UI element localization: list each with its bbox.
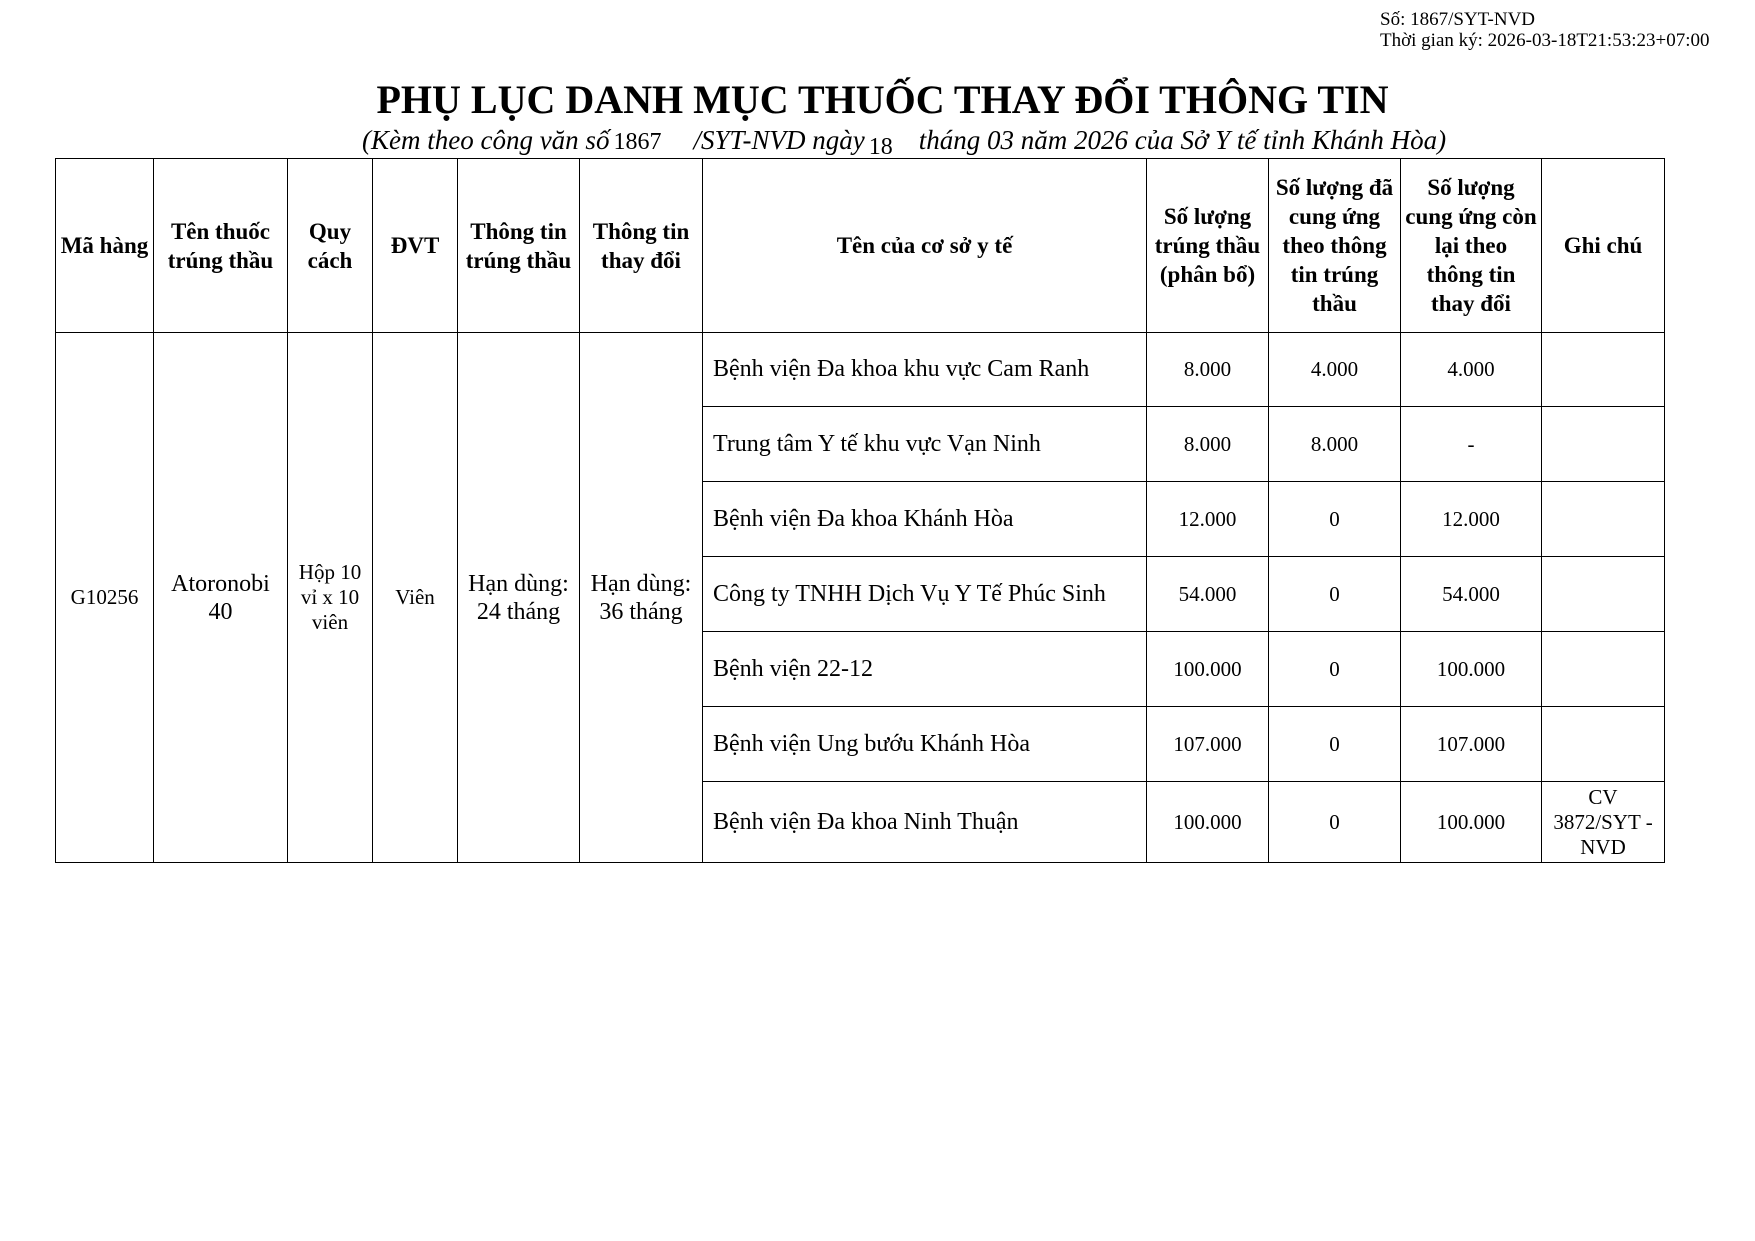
page-subtitle xyxy=(362,123,1446,159)
header-ma-hang: Mã hàng xyxy=(56,159,154,333)
drug-change-table xyxy=(55,158,1665,863)
header-quy-cach: Quy cách xyxy=(288,159,373,333)
cell-facility: Bệnh viện Ung bướu Khánh Hòa xyxy=(703,707,1147,782)
header-sl-con-lai: Số lượng cung ứng còn lại theo thông tin thay đổi xyxy=(1401,159,1542,333)
document-number: Số: 1867/SYT-NVD xyxy=(1380,9,1536,30)
cell-facility: Bệnh viện 22-12 xyxy=(703,632,1147,707)
subtitle-document-number: 1867 xyxy=(613,129,662,155)
cell-ghi-chu: CV 3872/SYT -NVD xyxy=(1542,782,1665,863)
cell-sl-da-cung-ung: 4.000 xyxy=(1269,333,1401,407)
cell-ghi-chu xyxy=(1542,407,1665,482)
cell-sl-da-cung-ung: 0 xyxy=(1269,557,1401,632)
cell-sl-con-lai: 12.000 xyxy=(1401,482,1542,557)
cell-quy-cach: Hộp 10 vỉ x 10 viên xyxy=(288,333,373,863)
cell-sl-da-cung-ung: 0 xyxy=(1269,782,1401,863)
cell-sl-trung-thau: 8.000 xyxy=(1147,333,1269,407)
cell-ma-hang: G10256 xyxy=(56,333,154,863)
header-tt-thay-doi: Thông tin thay đổi xyxy=(580,159,703,333)
cell-sl-trung-thau: 8.000 xyxy=(1147,407,1269,482)
cell-sl-con-lai: 100.000 xyxy=(1401,632,1542,707)
header-tt-trung-thau: Thông tin trúng thầu xyxy=(458,159,580,333)
subtitle-part-1: (Kèm theo công văn số xyxy=(362,125,610,155)
header-ten-co-so: Tên của cơ sở y tế xyxy=(703,159,1147,333)
cell-sl-trung-thau: 107.000 xyxy=(1147,707,1269,782)
signing-time: Thời gian ký: 2026-03-18T21:53:23+07:00 xyxy=(1380,30,1710,51)
table-row xyxy=(56,333,1665,407)
cell-ten-thuoc: Atoronobi 40 xyxy=(154,333,288,863)
cell-ghi-chu xyxy=(1542,707,1665,782)
header-sl-trung-thau: Số lượng trúng thầu (phân bổ) xyxy=(1147,159,1269,333)
header-sl-da-cung-ung: Số lượng đã cung ứng theo thông tin trúng thầu xyxy=(1269,159,1401,333)
cell-facility: Bệnh viện Đa khoa khu vực Cam Ranh xyxy=(703,333,1147,407)
cell-sl-da-cung-ung: 8.000 xyxy=(1269,407,1401,482)
table-header-row xyxy=(56,159,1665,333)
cell-sl-con-lai: 54.000 xyxy=(1401,557,1542,632)
cell-facility: Bệnh viện Đa khoa Ninh Thuận xyxy=(703,782,1147,863)
cell-ghi-chu xyxy=(1542,333,1665,407)
cell-sl-con-lai: 4.000 xyxy=(1401,333,1542,407)
cell-facility: Bệnh viện Đa khoa Khánh Hòa xyxy=(703,482,1147,557)
cell-sl-con-lai: 107.000 xyxy=(1401,707,1542,782)
cell-facility: Trung tâm Y tế khu vực Vạn Ninh xyxy=(703,407,1147,482)
page-title: PHỤ LỤC DANH MỤC THUỐC THAY ĐỔI THÔNG TIN xyxy=(376,77,1389,122)
cell-ghi-chu xyxy=(1542,632,1665,707)
cell-tt-trung-thau: Hạn dùng: 24 tháng xyxy=(458,333,580,863)
cell-ghi-chu xyxy=(1542,482,1665,557)
subtitle-part-3: tháng 03 năm 2026 của Sở Y tế tỉnh Khánh Hòa) xyxy=(918,125,1447,155)
header-dvt: ĐVT xyxy=(373,159,458,333)
cell-ghi-chu xyxy=(1542,557,1665,632)
header-ten-thuoc: Tên thuốc trúng thầu xyxy=(154,159,288,333)
cell-facility: Công ty TNHH Dịch Vụ Y Tế Phúc Sinh xyxy=(703,557,1147,632)
cell-sl-trung-thau: 54.000 xyxy=(1147,557,1269,632)
cell-sl-trung-thau: 12.000 xyxy=(1147,482,1269,557)
subtitle-day: 18 xyxy=(868,134,893,160)
subtitle-part-2: /SYT-NVD ngày xyxy=(693,125,865,155)
cell-sl-da-cung-ung: 0 xyxy=(1269,707,1401,782)
cell-sl-trung-thau: 100.000 xyxy=(1147,632,1269,707)
cell-sl-trung-thau: 100.000 xyxy=(1147,782,1269,863)
cell-dvt: Viên xyxy=(373,333,458,863)
header-ghi-chu: Ghi chú xyxy=(1542,159,1665,333)
cell-sl-con-lai: 100.000 xyxy=(1401,782,1542,863)
digital-signature-info xyxy=(1380,9,1710,51)
cell-sl-da-cung-ung: 0 xyxy=(1269,482,1401,557)
cell-sl-con-lai: - xyxy=(1401,407,1542,482)
cell-sl-da-cung-ung: 0 xyxy=(1269,632,1401,707)
cell-tt-thay-doi: Hạn dùng: 36 tháng xyxy=(580,333,703,863)
